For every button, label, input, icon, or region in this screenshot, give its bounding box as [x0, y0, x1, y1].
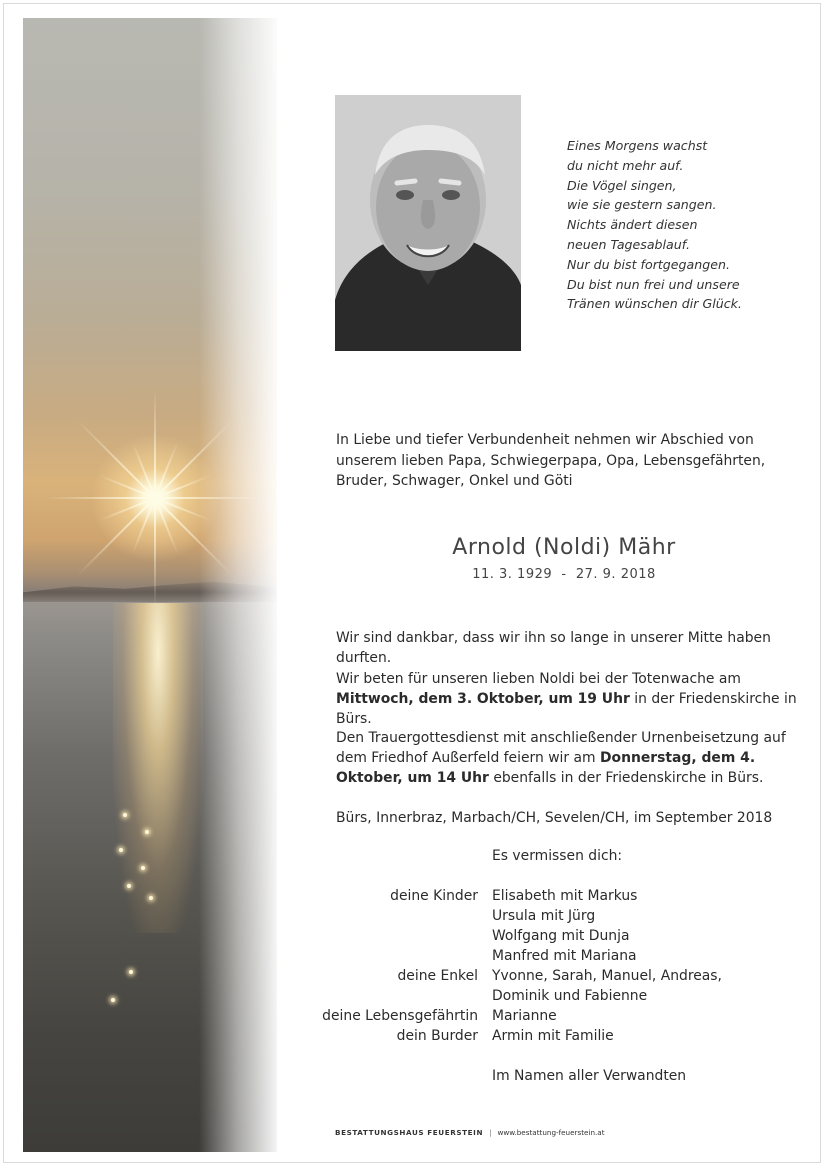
mourner-entry: Marianne [492, 1008, 557, 1024]
life-dates: 11. 3. 1929 - 27. 9. 2018 [472, 567, 656, 582]
water-sparkle [129, 970, 133, 974]
wake-datetime: Mittwoch, dem 3. Oktober, um 19 Uhr [336, 691, 630, 708]
sunset-photo [23, 18, 277, 1152]
footer-separator: | [489, 1128, 492, 1137]
funeral-text-pre: Den Trauergottesdienst mit anschließender Urnenbeisetzung auf dem Friedhof Außerfeld feiern wir am [336, 730, 786, 767]
portrait-photo [335, 95, 521, 351]
miss-heading: Es vermissen dich: [492, 848, 623, 864]
funeral-text-post: ebenfalls in der Friedenskirche in Bürs. [488, 770, 764, 787]
funeral-datetime: Donnerstag, dem 4. Oktober, um 14 Uhr [336, 750, 756, 787]
mourner-entry: Yvonne, Sarah, Manuel, Andreas, [492, 968, 722, 984]
mourner-entry: Manfred mit Mariana [492, 948, 637, 964]
mourner-entry: Elisabeth mit Markus [492, 888, 638, 904]
mourner-entry: Ursula mit Jürg [492, 908, 596, 924]
water-sparkle [145, 830, 149, 834]
water-sparkle [111, 998, 115, 1002]
white-fade [199, 18, 277, 1152]
place-and-date: Bürs, Innerbraz, Marbach/CH, Sevelen/CH, im September 2018 [336, 810, 773, 826]
intro-text: In Liebe und tiefer Verbundenheit nehmen wir Abschied von unserem lieben Papa, Schwiegerpapa, Opa, Lebensgefährten, Bruder, Schwager, Onkel und Göti [336, 432, 766, 489]
mourner-group-label: deine Enkel [397, 968, 478, 984]
water-sparkle [119, 848, 123, 852]
water-sparkle [149, 896, 153, 900]
footer [335, 1128, 605, 1137]
wake-text-pre: Wir beten für unseren lieben Noldi bei der Totenwache am [336, 671, 741, 687]
memorial-poem: Eines Morgens wachst du nicht mehr auf. Die Vögel singen, wie sie gestern sangen. Nichts ändert diesen neuen Tagesablauf. Nur du bist fortgegangen. Du bist nun frei und unsere Tränen wünschen dir Glück. [567, 138, 742, 312]
wake-text-post: in der Friedenskirche in Bürs. [336, 691, 797, 728]
portrait-illustration [335, 95, 521, 351]
deceased-name: Arnold (Noldi) Mähr [452, 535, 676, 560]
mourner-entry: Wolfgang mit Dunja [492, 928, 630, 944]
water-sparkle [141, 866, 145, 870]
water-sparkle [127, 884, 131, 888]
funeral-home-name: BESTATTUNGSHAUS FEUERSTEIN [335, 1128, 484, 1137]
mourner-group-label: deine Lebensgefährtin [322, 1008, 478, 1024]
funeral-announcement [336, 728, 806, 789]
funeral-home-url[interactable]: www.bestattung-feuerstein.at [497, 1128, 605, 1137]
sun-reflection [113, 603, 203, 933]
mourner-group-label: deine Kinder [390, 888, 478, 904]
wake-announcement [336, 669, 806, 730]
mourner-entry: Dominik und Fabienne [492, 988, 648, 1004]
mourner-group-label: dein Burder [396, 1028, 478, 1044]
closing-text: Im Namen aller Verwandten [492, 1068, 687, 1084]
mourner-entry: Armin mit Familie [492, 1028, 614, 1044]
water-sparkle [123, 813, 127, 817]
gratitude-text: Wir sind dankbar, dass wir ihn so lange in unserer Mitte haben durften. [336, 630, 771, 667]
